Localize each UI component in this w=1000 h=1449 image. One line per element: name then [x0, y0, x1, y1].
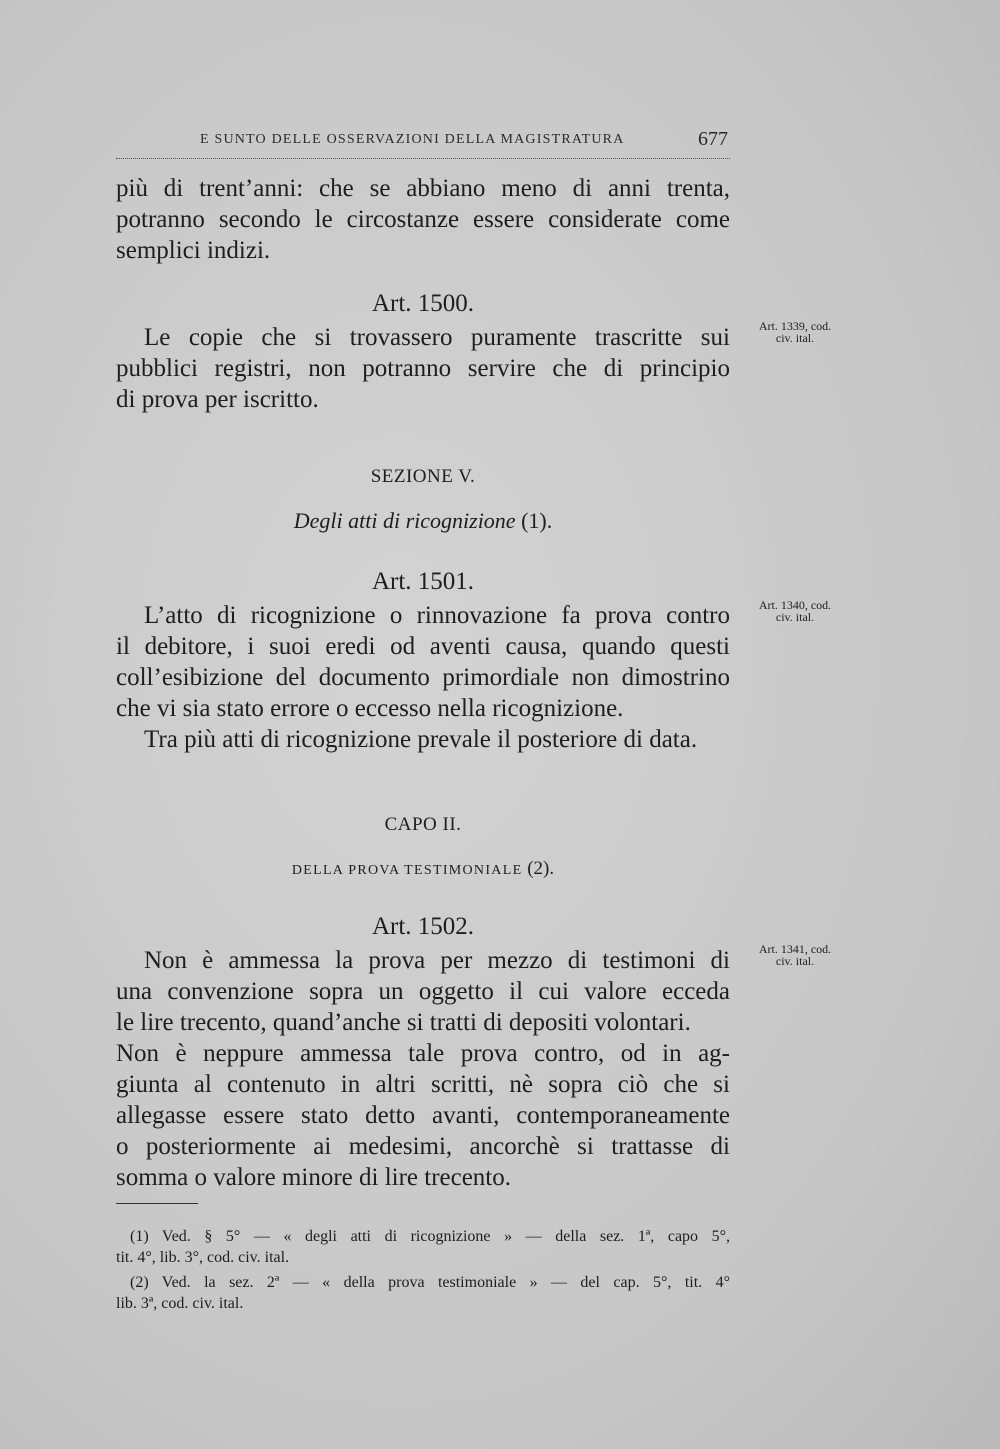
running-title: E SUNTO DELLE OSSERVAZIONI DELLA MAGISTRATURA [200, 132, 625, 147]
text-line: di prova per iscritto. [116, 386, 319, 413]
chapter-heading: CAPO II. [384, 814, 462, 835]
footnote-ref: (2). [527, 858, 555, 879]
text-line: Tra più atti di ricognizione prevale il posteriore di data. [144, 726, 698, 753]
chapter-subtitle [116, 858, 730, 880]
article-1500-text [116, 322, 730, 415]
footnote-ref: (1). [521, 508, 553, 533]
margin-note-line: civ. ital. [775, 331, 815, 345]
article-heading-1502: Art. 1502. [371, 913, 475, 940]
text-line: una convenzione sopra un oggetto il cui valore ecceda [116, 978, 730, 1005]
margin-note-1501 [740, 599, 850, 623]
section-heading: SEZIONE V. [370, 466, 476, 487]
text-line: o posteriormente ai medesimi, ancorchè si trattasse di [116, 1133, 730, 1160]
margin-note-line: civ. ital. [775, 954, 815, 968]
section-subtitle [116, 508, 730, 534]
text-line: allegasse essere stato detto avanti, contemporaneamente [116, 1102, 730, 1129]
text-line: L’atto di ricognizione o rinnovazione fa prova contro [144, 602, 730, 629]
margin-note-line: civ. ital. [775, 610, 815, 624]
margin-note-1502 [740, 943, 850, 967]
article-1502-text [116, 945, 730, 1193]
margin-note-line: Art. 1339, cod. [758, 319, 832, 333]
chapter-subtitle-text: DELLA PROVA TESTIMONIALE [291, 863, 523, 878]
text-line: il debitore, i suoi eredi od aventi causa, quando questi [116, 633, 730, 660]
intro-paragraph [116, 173, 730, 266]
margin-note-1500 [740, 320, 850, 344]
margin-note-line: Art. 1341, cod. [758, 942, 832, 956]
text-line: somma o valore minore di lire trecento. [116, 1164, 512, 1191]
running-head [116, 126, 730, 159]
footnote-line: (2) Ved. la sez. 2ª — « della prova testimoniale » — del cap. 5°, tit. 4° [130, 1274, 730, 1291]
article-heading-1500: Art. 1500. [371, 290, 475, 317]
page-number: 677 [698, 128, 728, 150]
text-line: le lire trecento, quand’anche si tratti di depositi volontari. [116, 1009, 691, 1036]
footnote-rule [116, 1203, 198, 1204]
text-line: più di trent’anni: che se abbiano meno di anni trenta, [116, 175, 730, 202]
footnote-line: (1) Ved. § 5° — « degli atti di ricognizione » — della sez. 1ª, capo 5°, [130, 1228, 730, 1245]
margin-note-line: Art. 1340, cod. [758, 598, 832, 612]
footnote-line: lib. 3ª, cod. civ. ital. [116, 1295, 244, 1312]
article-1501-text [116, 600, 730, 755]
section-subtitle-text: Degli atti di ricognizione [293, 508, 516, 533]
text-line: coll’esibizione del documento primordiale non dimostrino [116, 664, 730, 691]
article-heading-1501: Art. 1501. [371, 568, 475, 595]
footnote-2 [116, 1272, 730, 1314]
footnote-line: tit. 4°, lib. 3°, cod. civ. ital. [116, 1249, 290, 1266]
text-line: potranno secondo le circostanze essere considerate come [116, 206, 730, 233]
text-line: Non è neppure ammessa tale prova contro, od in ag- [116, 1040, 730, 1067]
text-line: giunta al contenuto in altri scritti, nè sopra ciò che si [116, 1071, 730, 1098]
footnote-1 [116, 1226, 730, 1268]
text-line: Non è ammessa la prova per mezzo di testimoni di [144, 947, 730, 974]
text-line: semplici indizi. [116, 237, 271, 264]
text-line: che vi sia stato errore o eccesso nella ricognizione. [116, 695, 624, 722]
text-line: pubblici registri, non potranno servire che di principio [116, 355, 730, 382]
text-line: Le copie che si trovassero puramente trascritte sui [144, 324, 730, 351]
